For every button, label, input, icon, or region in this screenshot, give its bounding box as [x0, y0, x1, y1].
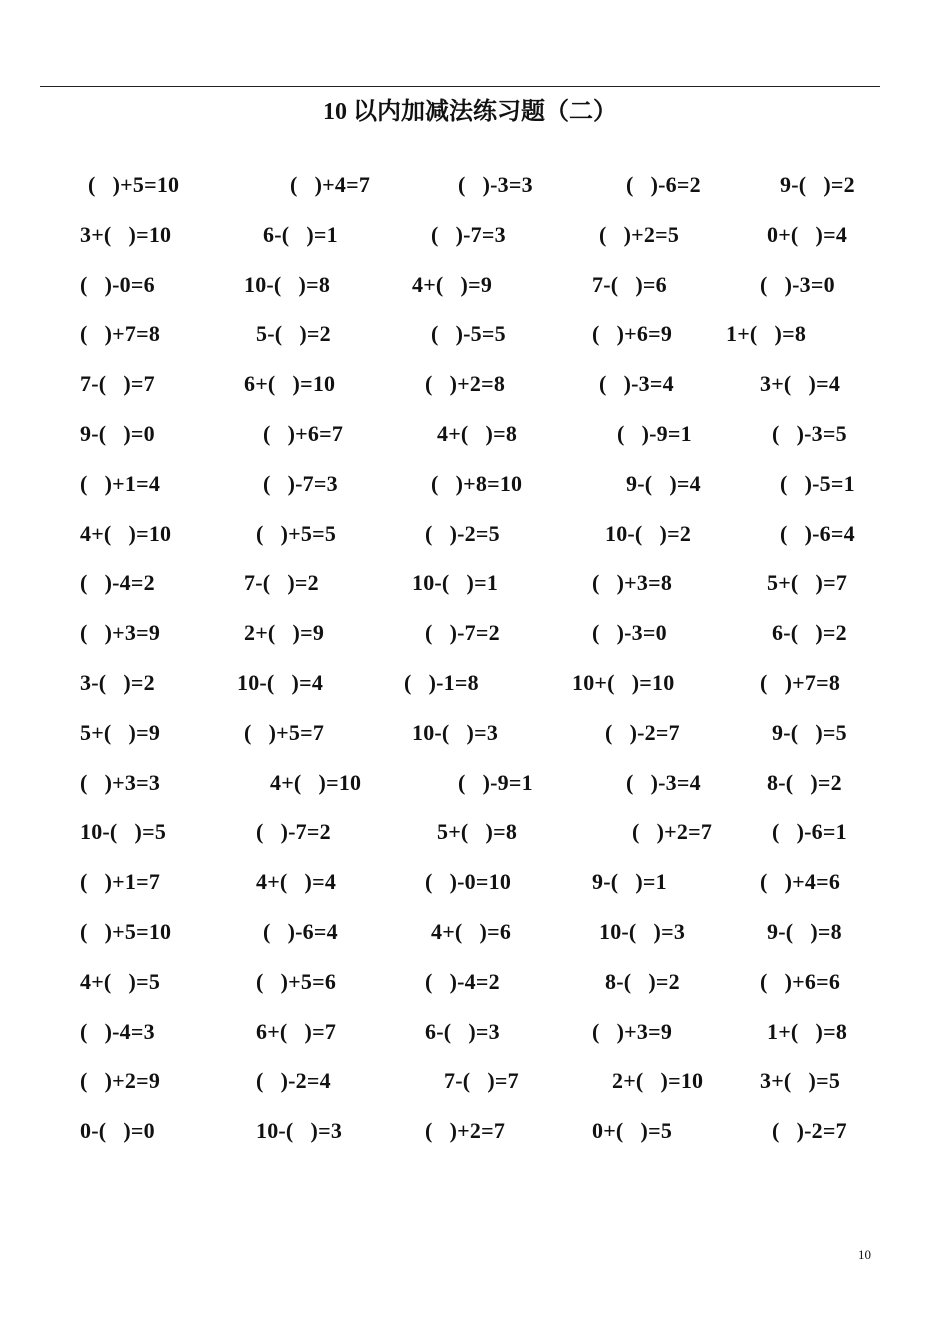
problem-item: 10-( )=1 [412, 570, 499, 596]
problem-item: 2+( )=9 [244, 620, 325, 646]
problem-item: 4+( )=5 [80, 968, 161, 994]
problem-item: 6+( )=7 [256, 1018, 337, 1044]
problem-item: ( )-6=4 [780, 520, 855, 546]
problem-item: ( )-9=1 [617, 421, 692, 446]
problem-item: 10+( )=10 [572, 670, 675, 695]
problem-item: ( )+3=8 [592, 570, 673, 596]
problem-item: 10-( )=5 [80, 819, 167, 845]
problem-item: ( )-3=0 [760, 271, 835, 297]
problem-item: ( )+7=8 [80, 321, 161, 347]
problem-item: ( )-2=4 [256, 1068, 331, 1094]
problem-item: ( )-7=3 [263, 470, 338, 496]
problem-item: 10-( )=8 [244, 271, 331, 297]
problem-item: ( )-6=1 [772, 819, 847, 845]
problem-item: 0-( )=0 [80, 1118, 155, 1144]
problem-item: 7-( )=2 [244, 570, 319, 596]
problem-item: ( )+5=5 [256, 520, 337, 546]
problem-item: 3+( )=5 [760, 1068, 841, 1094]
problem-item: 9-( )=4 [626, 470, 701, 496]
problem-item: ( )-3=0 [592, 620, 667, 646]
problem-item: ( )+3=9 [80, 620, 161, 646]
problem-item: ( )-7=3 [431, 221, 506, 247]
problem-item: 6-( )=2 [772, 620, 847, 646]
problem-item: ( )+6=9 [592, 321, 673, 347]
problem-item: 3+( )=4 [760, 371, 841, 397]
problem-item: ( )-5=5 [431, 321, 506, 347]
problem-item: ( )+4=6 [760, 869, 841, 895]
problem-item: ( )-7=2 [425, 620, 500, 646]
problem-item: 3+( )=10 [80, 221, 172, 247]
problem-item: ( )+6=6 [760, 968, 841, 994]
problem-item: ( )-2=7 [605, 719, 680, 745]
problem-item: 10-( )=2 [605, 520, 692, 546]
problem-item: ( )-6=2 [626, 172, 701, 197]
problem-item: ( )+7=8 [760, 670, 841, 695]
problem-item: ( )-4=3 [80, 1018, 155, 1044]
problem-item: ( )-3=4 [599, 371, 674, 397]
problem-item: 4+( )=9 [412, 271, 493, 297]
problem-item: ( )+3=3 [80, 769, 161, 795]
problem-item: ( )-9=1 [458, 769, 533, 795]
problem-item: ( )-5=1 [780, 470, 855, 496]
problem-item: 9-( )=0 [80, 421, 155, 446]
problem-item: ( )-4=2 [80, 570, 155, 596]
problem-item: ( )+2=9 [80, 1068, 161, 1094]
problem-item: 7-( )=7 [80, 371, 155, 397]
problem-item: ( )+8=10 [431, 470, 523, 496]
problem-item: 4+( )=10 [270, 769, 362, 795]
problem-item: 8-( )=2 [767, 769, 842, 795]
problem-item: 9-( )=1 [592, 869, 667, 895]
problem-item: 5-( )=2 [256, 321, 331, 347]
problem-item: 8-( )=2 [605, 968, 680, 994]
problem-item: ( )+4=7 [290, 172, 371, 197]
problem-item: 6-( )=1 [263, 221, 338, 247]
problem-item: ( )-2=5 [425, 520, 500, 546]
problem-item: ( )+2=8 [425, 371, 506, 397]
problem-item: 6+( )=10 [244, 371, 336, 397]
problem-item: ( )+5=6 [256, 968, 337, 994]
problem-item: 10-( )=4 [237, 670, 324, 695]
problem-item: ( )-2=7 [772, 1118, 847, 1144]
problem-item: 0+( )=5 [592, 1118, 673, 1144]
problem-item: 9-( )=5 [772, 719, 847, 745]
problem-item: ( )-7=2 [256, 819, 331, 845]
problem-item: 10-( )=3 [599, 919, 686, 944]
problem-item: 4+( )=4 [256, 869, 337, 895]
problem-item: ( )-0=6 [80, 271, 155, 297]
problem-item: 5+( )=8 [437, 819, 518, 845]
problem-item: 2+( )=10 [612, 1068, 704, 1094]
problem-item: ( )-3=5 [772, 421, 847, 446]
problem-item: ( )+3=9 [592, 1018, 673, 1044]
problem-item: ( )+5=10 [88, 172, 180, 197]
problem-item: ( )+2=5 [599, 221, 680, 247]
problem-item: 10-( )=3 [412, 719, 499, 745]
problem-item: ( )+2=7 [425, 1118, 506, 1144]
problem-item: ( )-1=8 [404, 670, 479, 695]
problem-item: ( )-6=4 [263, 919, 338, 944]
problem-item: 7-( )=7 [444, 1068, 519, 1094]
problem-item: 5+( )=9 [80, 719, 161, 745]
problem-item: ( )-3=4 [626, 769, 701, 795]
problem-item: 3-( )=2 [80, 670, 155, 695]
problem-item: ( )+2=7 [632, 819, 713, 845]
problem-item: ( )+6=7 [263, 421, 344, 446]
problem-item: ( )+5=7 [244, 719, 325, 745]
problem-item: ( )-3=3 [458, 172, 533, 197]
page-number: 10 [858, 1247, 871, 1262]
problem-item: ( )-0=10 [425, 869, 512, 895]
page-title: 10 以内加减法练习题（二） [323, 99, 617, 125]
problem-item: ( )+5=10 [80, 919, 172, 944]
problem-item: 9-( )=2 [780, 172, 855, 197]
problem-item: 4+( )=10 [80, 520, 172, 546]
problem-item: 4+( )=8 [437, 421, 518, 446]
problem-item: ( )+1=7 [80, 869, 161, 895]
problem-item: 1+( )=8 [767, 1018, 848, 1044]
problem-item: 1+( )=8 [726, 321, 807, 347]
problem-item: 6-( )=3 [425, 1018, 500, 1044]
problem-item: 7-( )=6 [592, 271, 667, 297]
problem-item: 5+( )=7 [767, 570, 848, 596]
problem-item: ( )-4=2 [425, 968, 500, 994]
problem-item: 4+( )=6 [431, 919, 512, 944]
problem-item: 0+( )=4 [767, 221, 848, 247]
problem-item: 10-( )=3 [256, 1118, 343, 1144]
problem-item: 9-( )=8 [767, 919, 842, 944]
problem-item: ( )+1=4 [80, 470, 161, 496]
